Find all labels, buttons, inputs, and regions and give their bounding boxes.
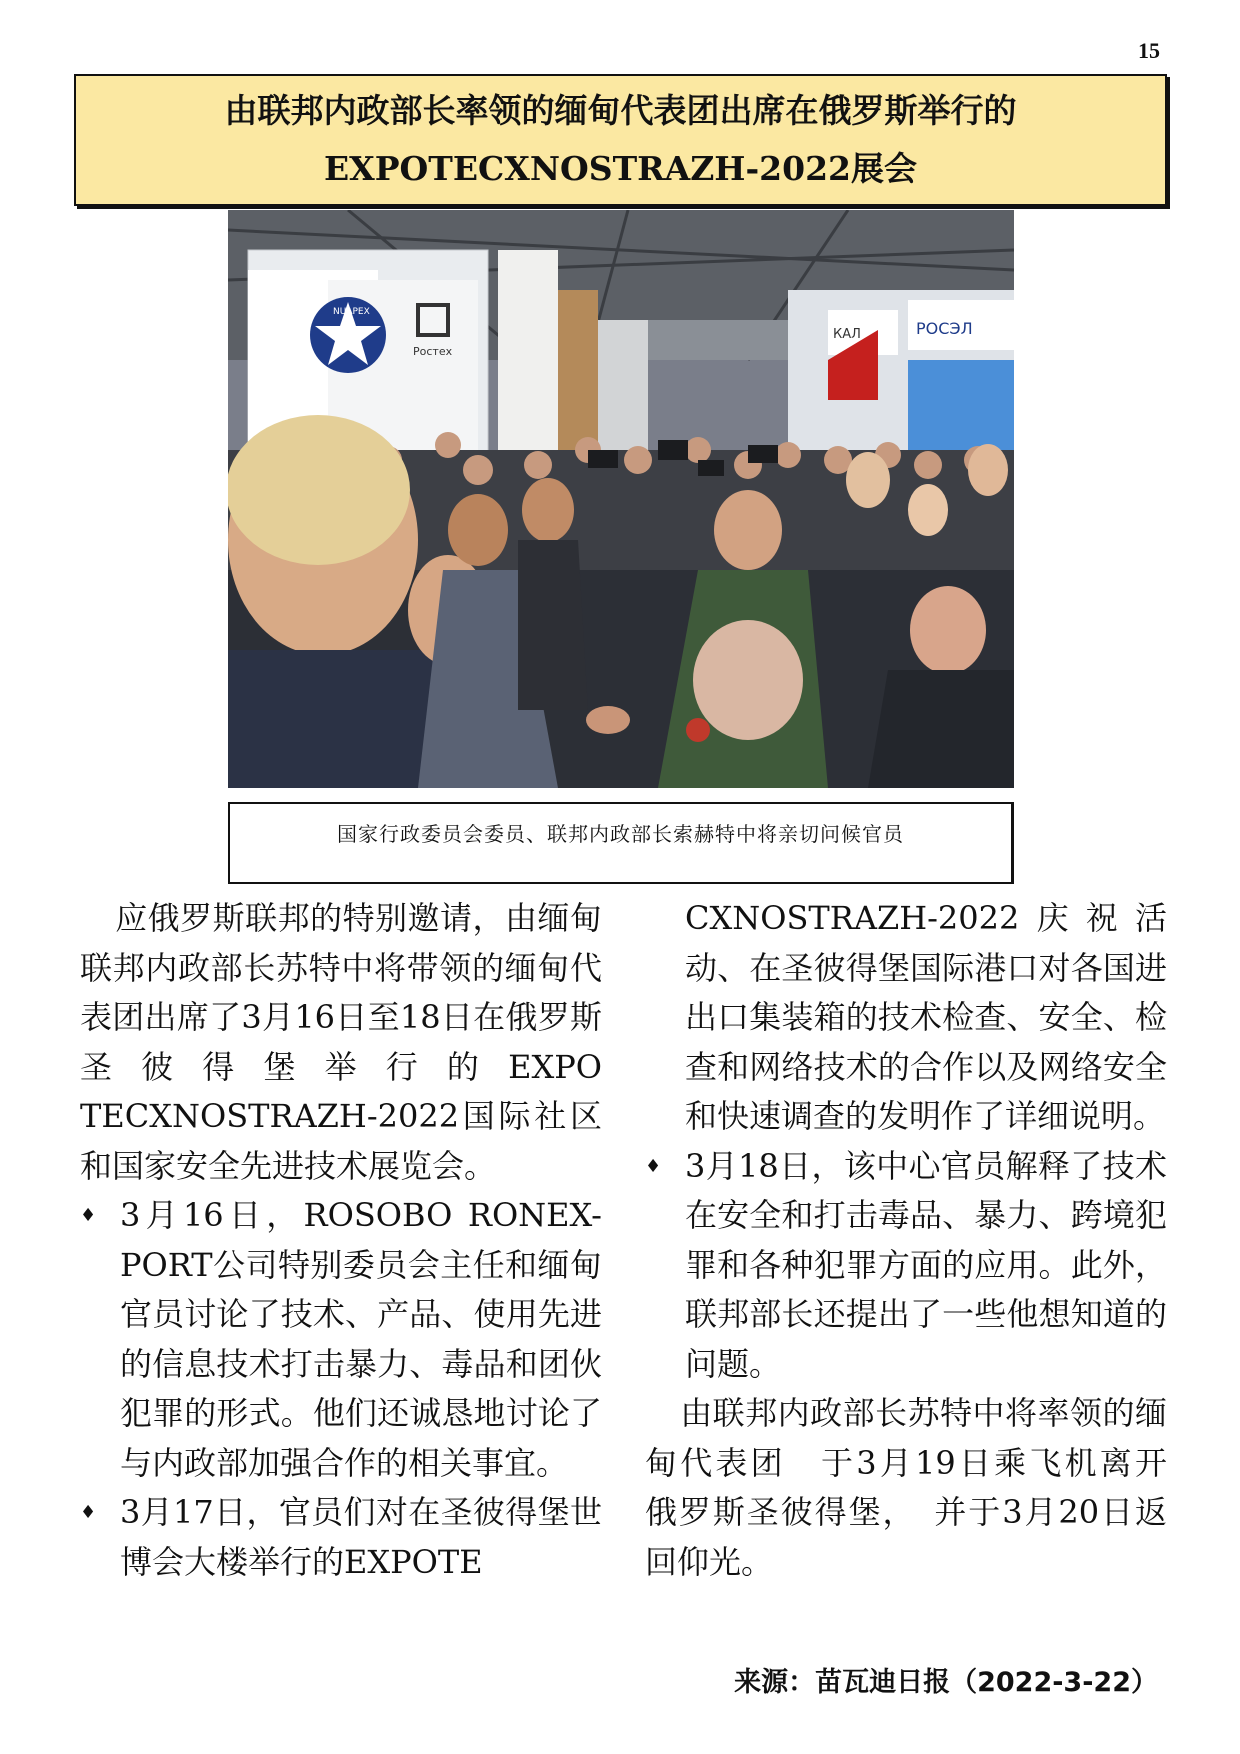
left-column — [80, 894, 602, 1587]
bullet-text: 3月16日，ROSOBO RONEX-PORT公司特别委员会主任和缅甸官员讨论了技术、产品、使用先进的信息技术打击暴力、毒品和团伙犯罪的形式。他们还诚恳地讨论了与内政部加强合作的相关事宜。 — [120, 1196, 602, 1482]
intro-paragraph: 应俄罗斯联邦的特别邀请，由缅甸联邦内政部长苏特中将带领的缅甸代表团出席了3月16日至18日在俄罗斯圣彼得堡举行的EXPO TECXNOSTRAZH-2022国际社区和国家安全先进技术展览会。 — [80, 899, 602, 1185]
title-line-1: 由联邦内政部长率领的缅甸代表团出席在俄罗斯举行的 — [224, 91, 1017, 130]
source-line: 来源：苗瓦迪日报（2022-3-22） — [734, 1667, 1158, 1698]
caption-text: 国家行政委员会委员、联邦内政部长索赫特中将亲切问候官员 — [337, 822, 904, 846]
article-title — [74, 74, 1167, 206]
diamond-bullet-icon: ♦ — [80, 1205, 97, 1226]
booth-sign-logo: NUAPEX — [333, 307, 370, 317]
title-line-2: EXPOTECXNOSTRAZH-2022展会 — [323, 149, 918, 188]
bullet-item-mar16 — [80, 1191, 602, 1488]
bullet-item-mar18 — [645, 1142, 1167, 1390]
right-column — [645, 894, 1200, 1587]
bullet-item-mar17 — [80, 1488, 602, 1587]
bullet-text: 3月17日，官员们对在圣彼得堡世博会大楼举行的EXPOTE — [120, 1493, 602, 1581]
closing-paragraph: 由联邦内政部长苏特中将率领的缅甸代表团 于3月19日乘飞机离开 俄罗斯圣彼得堡， 并于3月20日返回仰光。 — [645, 1394, 1200, 1581]
page-number: 15 — [1138, 38, 1160, 63]
booth-sign-rostec: Ростех — [413, 345, 453, 358]
diamond-bullet-icon: ♦ — [80, 1502, 97, 1523]
bullet-continuation — [645, 894, 1167, 1142]
bullet-text: 3月18日，该中心官员解释了技术在安全和打击毒品、暴力、跨境犯罪和各种犯罪方面的应用。此外，联邦部长还提出了一些他想知道的问题。 — [685, 1146, 1167, 1383]
news-photo — [228, 210, 1014, 788]
photo-caption — [228, 802, 1014, 884]
diamond-bullet-icon: ♦ — [645, 1155, 662, 1177]
booth-sign-kala: КАЛ — [833, 327, 861, 342]
continuation-text: CXNOSTRAZH-2022庆祝活动、在圣彼得堡国际港口对各国进出口集装箱的技术检查、安全、检查和网络技术的合作以及网络安全和快速调查的发明作了详细说明。 — [685, 899, 1167, 1135]
booth-sign-rosel: РОСЭЛ — [916, 319, 973, 338]
